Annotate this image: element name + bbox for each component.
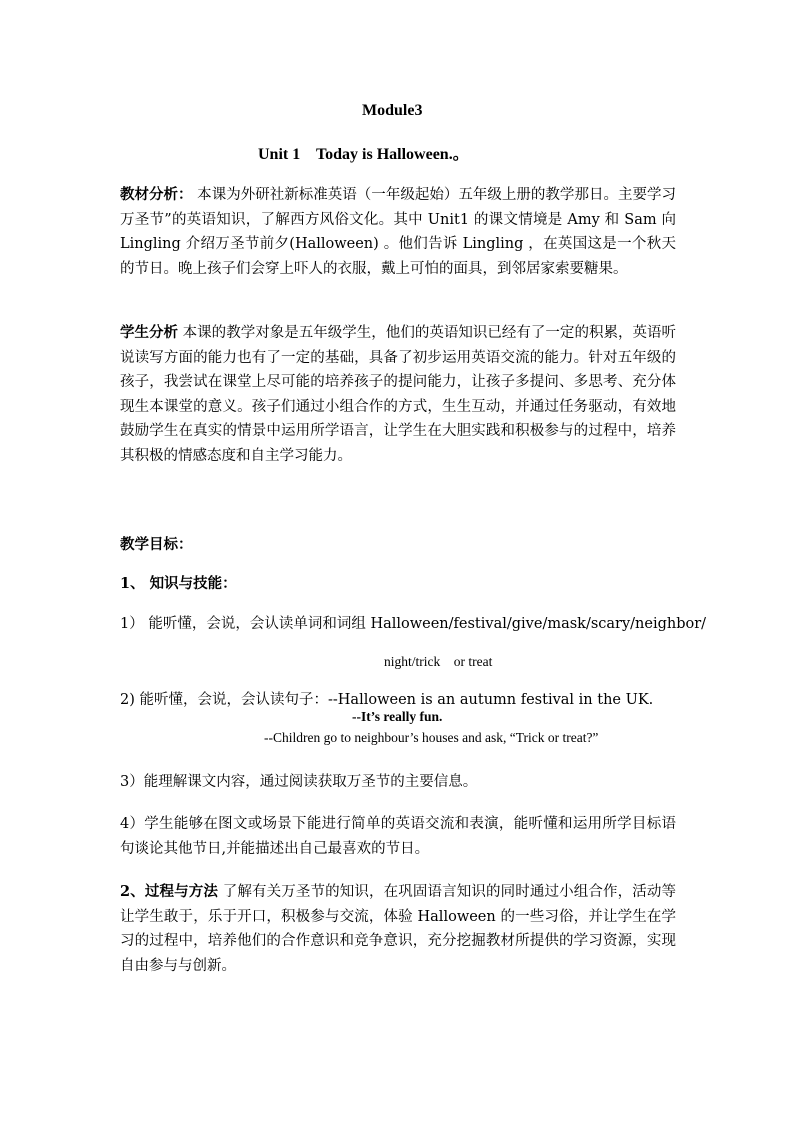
objective-item-2: 2) 能听懂，会说，会认读句子：--Halloween is an autumn festival in the UK. — [120, 692, 654, 708]
material-analysis-paragraph — [120, 183, 676, 281]
objective-item-4: 4）学生能够在图文或场景下能进行简单的英语交流和表演，能听懂和运用所学目标语句谈论其他节日,并能描述出自己最喜欢的节日。 — [120, 816, 676, 857]
student-analysis-label: 学生分析 — [120, 324, 179, 341]
student-analysis-text: 本课的教学对象是五年级学生，他们的英语知识已经有了一定的积累，英语听说读写方面的能力也有了一定的基础，具备了初步运用英语交流的能力。针对五年级的孩子，我尝试在课堂上尽可能的培养孩子的提问能力，让孩子多提问、多思考、充分体现生本课堂的意义。孩子们通过小组合作的方式，生生互动，并通过任务驱动，有效地鼓励学生在真实的情景中运用所学语言，让学生在大胆实践和积极参与的过程中，培养其积极的情感态度和自主学习能力。 — [120, 325, 677, 464]
process-methods-paragraph — [120, 880, 676, 978]
objectives-heading: 教学目标： — [120, 536, 193, 553]
process-methods-label: 2、过程与方法 — [120, 883, 218, 900]
material-analysis-text: 本课为外研社新标准英语（一年级起始）五年级上册的教学那日。主要学习万圣节”的英语知识，了解西方风俗文化。其中 Unit1 的课文情境是 Amy 和 Sam 向 Lingling 介绍万圣节前夕(Halloween) 。他们告诉 Lingling ，在英国这是一个秋天的节日。晚上孩子们会穿上吓人的衣服，戴上可怕的面具，到邻居家索要糖果。 — [120, 187, 677, 277]
process-methods-text: 了解有关万圣节的知识，在巩固语言知识的同时通过小组合作，活动等让学生敢于，乐于开口，积极参与交流，体验 Halloween 的一些习俗，并让学生在学习的过程中，培养他们的合作意识和竞争意识，充分挖掘教材所提供的学习资源，实现自由参与与创新。 — [120, 884, 677, 974]
material-analysis-label: 教材分析： — [120, 186, 193, 203]
objective-item-2-line-2: --It’s really fun. — [352, 709, 443, 724]
module-title: Module3 — [362, 102, 423, 119]
objective-item-1-continued: night/trick or treat — [384, 654, 493, 669]
objective-item-1: 1） 能听懂，会说，会认读单词和词组 Halloween/festival/give/mask/scary/neighbor/ — [120, 616, 707, 632]
student-analysis-paragraph — [120, 321, 676, 468]
objective-item-3: 3）能理解课文内容，通过阅读获取万圣节的主要信息。 — [120, 774, 478, 790]
objective-item-2-line-3: --Children go to neighbour’s houses and ask, “Trick or treat?” — [264, 730, 599, 745]
unit-title: Unit 1 Today is Halloween.。 — [258, 146, 469, 163]
knowledge-skills-heading: 1、 知识与技能： — [120, 575, 237, 592]
